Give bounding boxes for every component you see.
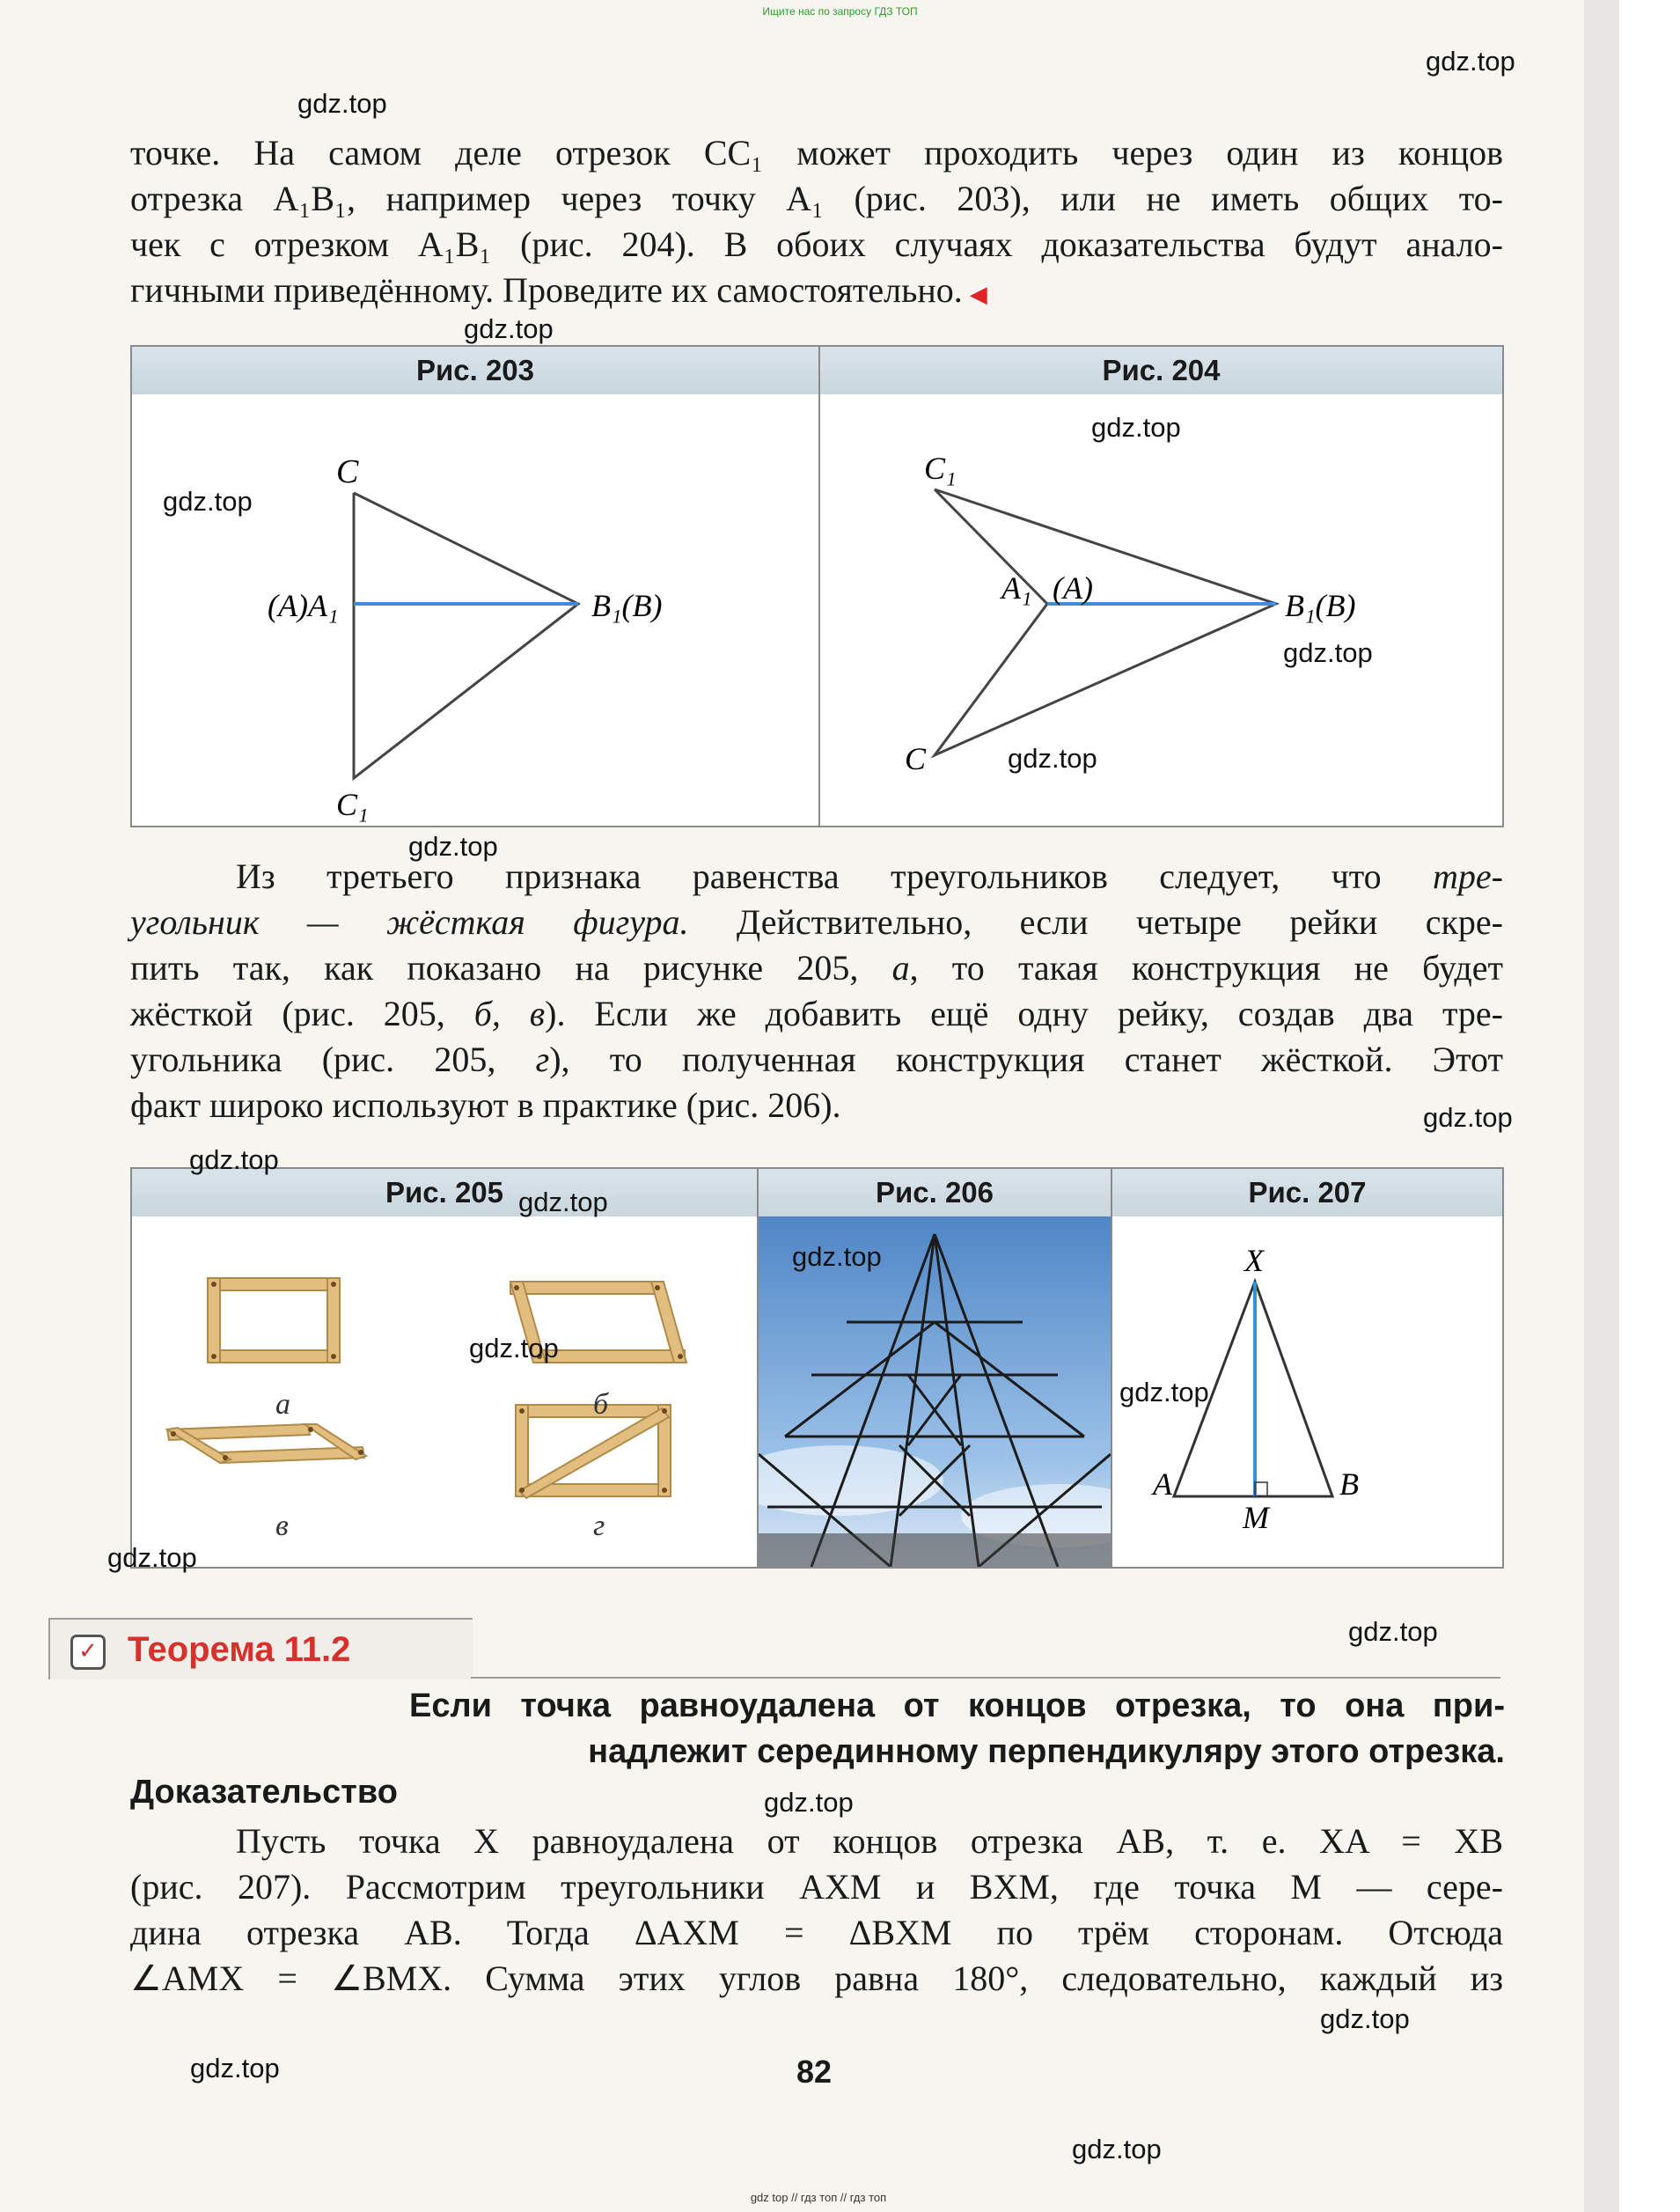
label-v: в: [275, 1510, 289, 1542]
label-b1: B₁(B): [591, 588, 663, 623]
text-run: Действительно, если четыре рейки скре-: [688, 902, 1503, 942]
italic-run: угольник — жёсткая фигура.: [130, 902, 689, 942]
proof-line: ∠AMX = ∠BMX. Сумма этих углов равна 180°, следовательно, каждый из: [130, 1958, 1503, 1998]
paragraph-line: факт широко используют в практике (рис. 206).: [130, 1085, 841, 1125]
watermark: gdz.top: [190, 2053, 280, 2083]
watermark: gdz.top: [408, 831, 498, 862]
label-a: а: [275, 1388, 290, 1421]
paragraph-line: [130, 1037, 1503, 1083]
top-note: Ищите нас по запросу ГДЗ ТОП: [762, 5, 918, 18]
paragraph-line: [130, 854, 1503, 900]
fig204-title: Рис. 204: [820, 347, 1502, 394]
italic-run: б, в: [473, 994, 546, 1033]
watermark: gdz.top: [1119, 1377, 1209, 1407]
text-run: ), то полученная конструкция станет жёсткой. Этот: [549, 1040, 1503, 1079]
label-c: C: [905, 741, 927, 776]
watermark: gdz.top: [1283, 637, 1373, 668]
slat: [208, 1350, 340, 1363]
paragraph-1: [130, 130, 1503, 313]
watermark: gdz.top: [1320, 2003, 1410, 2034]
text-run: , то такая конструкция не будет: [909, 948, 1504, 988]
italic-run: а: [891, 948, 910, 988]
proof-line: (рис. 207). Рассмотрим треугольники AXM и BXM, где точка M — сере-: [130, 1867, 1503, 1907]
slat: [327, 1278, 340, 1363]
label-c1: C₁: [336, 787, 369, 822]
watermark: gdz.top: [107, 1542, 197, 1573]
fig205-drawing: [132, 1216, 757, 1567]
label-c1: C₁: [924, 451, 957, 486]
label-g: г: [593, 1510, 605, 1542]
slat: [208, 1278, 340, 1290]
page-edge-shadow: [1584, 0, 1619, 2212]
text-run: ). Если же добавить ещё одну рейку, создав два тре-: [545, 994, 1504, 1033]
label-c: C: [336, 453, 359, 490]
proof-paragraph: [130, 1819, 1503, 2002]
proof-heading: Доказательство: [130, 1774, 398, 1811]
watermark: gdz.top: [469, 1333, 559, 1363]
watermark: gdz.top: [518, 1187, 608, 1217]
paragraph-line: точке. На самом деле отрезок CC₁ может проходить через один из концов: [130, 133, 1503, 173]
figures-205-207-box: [130, 1167, 1504, 1569]
proof-line: Пусть точка X равноудалена от концов отрезка AB, т. е. XA = XB: [236, 1821, 1503, 1861]
watermark: gdz.top: [464, 313, 554, 344]
watermark: gdz.top: [764, 1787, 854, 1818]
watermark: gdz.top: [792, 1241, 882, 1272]
fig205-title: Рис. 205: [132, 1169, 757, 1216]
watermark: gdz.top: [1008, 743, 1097, 774]
label-b: б: [593, 1388, 609, 1421]
proof-line: дина отрезка AB. Тогда ΔAXM = ΔBXM по трём сторонам. Отсюда: [130, 1913, 1503, 1952]
label-a1: (A)A₁: [268, 588, 339, 623]
theorem-statement: [409, 1683, 1505, 1775]
label-m: M: [1243, 1500, 1269, 1535]
paragraph-line: чек с отрезком A₁B₁ (рис. 204). В обоих случаях доказательства будут анало-: [130, 224, 1503, 264]
watermark: gdz.top: [1348, 1616, 1438, 1647]
figures-203-204-box: [130, 345, 1504, 827]
paragraph-line: отрезка A₁B₁, например через точку A₁ (рис. 203), или не иметь общих то-: [130, 179, 1503, 218]
text-run: пить так, как показано на рисунке 205,: [130, 948, 892, 988]
page-number: 82: [796, 2054, 833, 2090]
fig206-title: Рис. 206: [759, 1169, 1111, 1216]
italic-run: г: [535, 1040, 550, 1079]
theorem-line: надлежит серединному перпендикуляру этого отрезка.: [588, 1733, 1505, 1770]
slat: [510, 1282, 660, 1294]
paragraph-2: [130, 854, 1503, 1128]
label-a: A: [1153, 1466, 1172, 1502]
slat: [516, 1405, 528, 1496]
paragraph-line: [130, 268, 1503, 313]
theorem-title: Теорема 11.2: [128, 1630, 351, 1669]
paragraph-line: [130, 991, 1503, 1037]
theorem-rule: [471, 1677, 1500, 1679]
theorem-line: Если точка равноудалена от концов отрезка, то она при-: [409, 1687, 1505, 1724]
label-b: B: [1339, 1466, 1359, 1502]
text-run: Из третьего признака равенства треугольников следует, что: [236, 856, 1434, 896]
watermark: gdz.top: [1426, 46, 1515, 77]
slat: [208, 1278, 220, 1363]
watermark: gdz.top: [297, 88, 387, 119]
label-x: X: [1244, 1243, 1264, 1278]
paragraph-line: [130, 900, 1503, 945]
italic-run: тре-: [1433, 856, 1503, 896]
watermark: gdz.top: [163, 486, 253, 517]
checkmark-icon: ✓: [70, 1635, 106, 1670]
watermark: gdz.top: [1423, 1102, 1513, 1133]
watermark: gdz.top: [1072, 2134, 1162, 2164]
scan-margin: [1619, 0, 1680, 2212]
label-a: (A): [1053, 570, 1093, 606]
text-run: жёсткой (рис. 205,: [130, 994, 474, 1033]
label-a1: A₁: [1001, 570, 1032, 606]
watermark: gdz.top: [189, 1144, 279, 1175]
paragraph-line-text: гичными приведённому. Проведите их самостоятельно.: [130, 270, 963, 310]
fig203-title: Рис. 203: [132, 347, 818, 394]
label-b1: B₁(B): [1285, 588, 1356, 623]
end-proof-marker-icon: ◀: [969, 282, 987, 307]
fig207-title: Рис. 207: [1112, 1169, 1502, 1216]
text-run: угольника (рис. 205,: [130, 1040, 536, 1079]
watermark: gdz.top: [1091, 412, 1181, 443]
fig203-drawing: [132, 394, 818, 826]
fig204-drawing: [820, 394, 1502, 826]
bottom-note: gdz top // гдз топ // гдз топ: [750, 2191, 887, 2204]
paragraph-line: [130, 945, 1503, 991]
